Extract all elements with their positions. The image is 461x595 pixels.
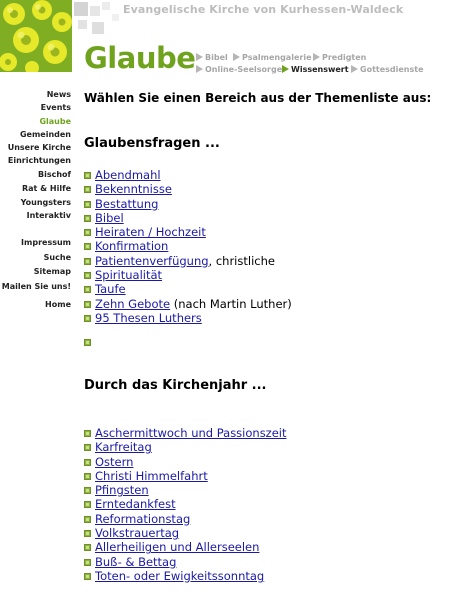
link-zehn-gebote[interactable]: Zehn Gebote — [95, 296, 171, 311]
bullet-icon — [84, 315, 91, 322]
list-item — [84, 239, 292, 253]
link-konfirmation[interactable]: Konfirmation — [95, 239, 169, 254]
list-item — [84, 497, 287, 511]
bullet-icon — [84, 172, 91, 179]
list-item — [84, 483, 287, 497]
bullet-icon — [84, 301, 91, 308]
bullet-icon — [84, 258, 91, 265]
link-aschermittwoch[interactable]: Aschermittwoch und Passionszeit — [95, 426, 287, 440]
nav-sitemap[interactable]: Sitemap — [33, 267, 71, 276]
main-content — [84, 91, 454, 105]
list-item — [84, 469, 287, 483]
list-item — [84, 311, 292, 325]
triangle-right-icon — [196, 53, 203, 61]
bullet-icon — [84, 201, 91, 208]
list-item — [84, 569, 287, 583]
nav-unsere-kirche[interactable]: Unsere Kirche — [7, 143, 71, 152]
list-item — [84, 297, 292, 311]
nav-impressum[interactable]: Impressum — [21, 238, 71, 247]
link-allerheiligen[interactable]: Allerheiligen und Allerseelen — [95, 540, 260, 555]
list-item — [84, 282, 292, 296]
triangle-right-icon — [282, 65, 289, 73]
link-pfingsten[interactable]: Pfingsten — [95, 483, 149, 498]
link-ostern[interactable]: Ostern — [95, 454, 134, 469]
nav-einrichtungen[interactable]: Einrichtungen — [7, 156, 71, 165]
link-buss-bettag[interactable]: Buß- & Bettag — [95, 554, 177, 569]
decorative-squares — [72, 0, 122, 40]
list-item — [84, 268, 292, 282]
link-suffix: (nach Martin Luther) — [170, 296, 292, 311]
flower-image — [0, 0, 72, 72]
glaubensfragen-list — [84, 168, 292, 325]
nav-home[interactable]: Home — [45, 300, 71, 309]
organization-name: Evangelische Kirche von Kurhessen-Waldeck — [123, 3, 404, 16]
link-himmelfahrt[interactable]: Christi Himmelfahrt — [95, 468, 208, 483]
nav-mailen[interactable]: Mailen Sie uns! — [1, 282, 71, 291]
link-bibel[interactable]: Bibel — [95, 210, 124, 225]
link-suffix: , christliche — [208, 253, 275, 268]
bullet-icon — [84, 215, 91, 222]
bullet-icon — [84, 544, 91, 551]
link-abendmahl[interactable]: Abendmahl — [95, 168, 161, 182]
topnav-psalmengalerie[interactable]: Psalmengalerie — [233, 53, 312, 62]
page-header — [0, 0, 461, 86]
link-bekenntnisse[interactable]: Bekenntnisse — [95, 182, 172, 197]
triangle-right-icon — [196, 65, 203, 73]
nav-glaube[interactable]: Glaube — [39, 117, 71, 126]
bullet-icon — [84, 430, 91, 437]
topnav-online-seelsorge[interactable]: Online-Seelsorge — [196, 65, 282, 74]
link-volkstrauertag[interactable]: Volkstrauertag — [95, 526, 180, 541]
link-karfreitag[interactable]: Karfreitag — [95, 440, 152, 455]
nav-suche[interactable]: Suche — [43, 253, 71, 262]
bullet-icon — [84, 272, 91, 279]
nav-events[interactable]: Events — [40, 103, 71, 112]
link-ewigkeitssonntag[interactable]: Toten- oder Ewigkeitssonntag — [95, 568, 265, 583]
bullet-icon — [84, 516, 91, 523]
topnav-predigten[interactable]: Predigten — [313, 53, 366, 62]
sunflower-photo — [0, 0, 72, 72]
nav-bischof[interactable]: Bischof — [37, 170, 71, 179]
list-item — [84, 254, 292, 268]
triangle-right-icon — [313, 53, 320, 61]
topnav-wissenswert[interactable]: Wissenswert — [282, 65, 349, 74]
nav-gemeinden[interactable]: Gemeinden — [19, 130, 71, 139]
bullet-icon — [84, 501, 91, 508]
bullet-icon — [84, 243, 91, 250]
nav-interaktiv[interactable]: Interaktiv — [26, 211, 71, 220]
triangle-right-icon — [233, 53, 240, 61]
list-item — [84, 211, 292, 225]
link-spiritualitaet[interactable]: Spiritualität — [95, 268, 163, 283]
heading-glaubensfragen: Glaubensfragen ... — [84, 136, 220, 151]
list-item — [84, 197, 292, 211]
kirchenjahr-list — [84, 426, 287, 583]
nav-youngsters[interactable]: Youngsters — [20, 198, 71, 207]
bullet-icon — [84, 444, 91, 451]
link-taufe[interactable]: Taufe — [95, 282, 126, 297]
topnav-gottesdienste[interactable]: Gottesdienste — [351, 65, 424, 74]
section-title: Glaube — [84, 41, 196, 75]
link-heiraten[interactable]: Heiraten / Hochzeit — [95, 225, 206, 240]
bullet-icon — [84, 530, 91, 537]
bullet-icon — [84, 286, 91, 293]
bullet-icon — [84, 339, 91, 346]
list-item — [84, 440, 287, 454]
bullet-icon — [84, 559, 91, 566]
list-item — [84, 168, 292, 182]
list-item — [84, 526, 287, 540]
nav-rat-hilfe[interactable]: Rat & Hilfe — [21, 184, 71, 193]
link-patientenverfuegung[interactable]: Patientenverfügung — [95, 253, 209, 268]
list-item — [84, 225, 292, 239]
list-item — [84, 512, 287, 526]
bullet-icon — [84, 487, 91, 494]
list-item — [84, 455, 287, 469]
link-bestattung[interactable]: Bestattung — [95, 196, 159, 211]
list-item — [84, 540, 287, 554]
intro-text: Wählen Sie einen Bereich aus der Themenliste aus: — [84, 91, 432, 105]
list-item — [84, 426, 287, 440]
link-95-thesen[interactable]: 95 Thesen Luthers — [95, 310, 202, 325]
bullet-icon — [84, 229, 91, 236]
triangle-right-icon — [351, 65, 358, 73]
list-item — [84, 555, 287, 569]
link-reformationstag[interactable]: Reformationstag — [95, 511, 191, 526]
bullet-icon — [84, 573, 91, 580]
bullet-icon — [84, 473, 91, 480]
bullet-icon — [84, 186, 91, 193]
list-item — [84, 182, 292, 196]
bullet-icon — [84, 459, 91, 466]
nav-news[interactable]: News — [46, 90, 71, 99]
heading-kirchenjahr: Durch das Kirchenjahr ... — [84, 378, 267, 393]
link-erntedankfest[interactable]: Erntedankfest — [95, 497, 176, 512]
topnav-bibel[interactable]: Bibel — [196, 53, 228, 62]
